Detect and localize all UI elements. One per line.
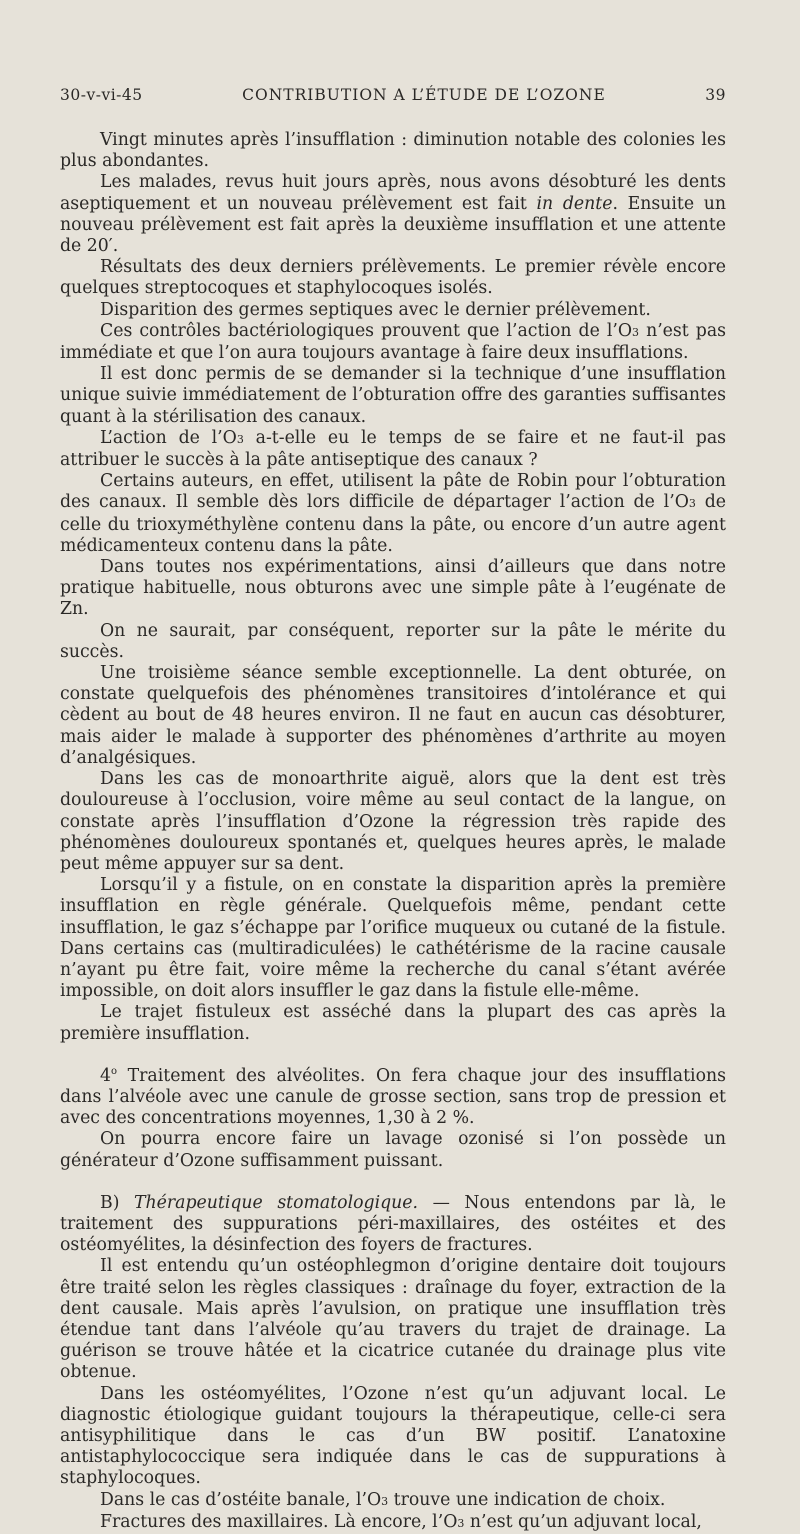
paragraph-6: Il est donc permis de se demander si la technique d’une insufflation unique suivie immédiatement de l’obturation offre des garanties suffisantes quant à la stérilisation des canaux.	[60, 364, 726, 427]
paragraph-8: Certains auteurs, en effet, utilisent la pâte de Robin pour l’obturation des canaux. Il semble dès lors difficile de départager l’action de l’O3 de celle du trioxyméthylène contenu dans la pâte, ou encore d’un autre agent médicamenteux contenu dans la pâte.	[60, 471, 726, 556]
section-heading: Thérapeutique stomatologique.	[134, 1192, 419, 1213]
paragraph-16: On pourra encore faire un lavage ozonisé si l’on possède un générateur d’Ozone suffisamment puissant.	[60, 1129, 726, 1171]
paragraph-21: Fractures des maxillaires. Là encore, l’O3 n’est qu’un adjuvant local,	[100, 1511, 702, 1532]
running-header	[60, 86, 726, 104]
paragraph-5: Ces contrôles bactériologiques prouvent que l’action de l’O3 n’est pas immédiate et que l’on aura toujours avantage à faire deux insufflations.	[60, 320, 726, 364]
paragraph-11: Une troisième séance semble exceptionnelle. La dent obturée, on constate quelquefois des phénomènes transitoires d’intolérance et qui cèdent au bout de 48 heures environ. Il ne faut en aucun cas désobturer, mais aider le malade à supporter des phénomènes d’arthrite au moyen d’analgésiques.	[60, 663, 726, 768]
paragraph-2: Les malades, revus huit jours après, nous avons désobturé les dents aseptiquement et un nouveau prélèvement est fait in dente. Ensuite un nouveau prélèvement est fait après la deuxième insufflation et une attente de 20′.	[60, 172, 727, 257]
paragraph-1: Vingt minutes après l’insufflation : diminution notable des colonies les plus abondantes.	[60, 130, 726, 172]
page-number: 39	[705, 86, 726, 104]
header-date: 30-v-vi-45	[60, 86, 143, 104]
italic-term: in dente	[536, 193, 613, 214]
header-title: CONTRIBUTION A L’ÉTUDE DE L’OZONE	[242, 86, 606, 104]
paragraph-19: Dans les ostéomyélites, l’Ozone n’est qu’un adjuvant local. Le diagnostic étiologique guidant toujours la thérapeutique, celle-ci sera antisyphilitique dans le cas d’un BW positif. L’anatoxine antistaphylococcique sera indiquée dans le cas de suppurations à staphylocoques.	[60, 1383, 726, 1489]
paragraph-15: 4$^o$ Traitement des alvéolites. On fera chaque jour des insufflations dans l’alvéole avec une canule de grosse section, sans trop de pression et avec des concentrations moyennes, 1,30 à 2 %.	[60, 1065, 726, 1129]
paragraph-14: Le trajet fistuleux est asséché dans la plupart des cas après la première insufflation.	[60, 1002, 726, 1044]
paragraph-3: Résultats des deux derniers prélèvements. Le premier révèle encore quelques streptocoques et staphylocoques isolés.	[60, 257, 726, 299]
paragraph-7: L’action de l’O3 a-t-elle eu le temps de se faire et ne faut-il pas attribuer le succès à la pâte antiseptique des canaux ?	[60, 427, 726, 471]
paragraph-10: On ne saurait, par conséquent, reporter sur la pâte le mérite du succès.	[60, 620, 726, 662]
body-text	[60, 130, 726, 1534]
paragraph-9: Dans toutes nos expérimentations, ainsi d’ailleurs que dans notre pratique habituelle, nous obturons avec une simple pâte à l’eugénate de Zn.	[60, 557, 726, 620]
paragraph-12: Dans les cas de monoarthrite aiguë, alors que la dent est très douloureuse à l’occlusion, voire même au seul contact de la langue, on constate après l’insufflation d’Ozone la régression très rapide des phénomènes douloureux spontanés et, quelques heures après, le malade peut même appuyer sur sa dent.	[60, 769, 726, 874]
paragraph-17: B) Thérapeutique stomatologique. — Nous entendons par là, le traitement des suppurations péri-maxillaires, des ostéites et des ostéomyélites, la désinfection des foyers de fractures.	[60, 1192, 726, 1256]
paragraph-13: Lorsqu’il y a fistule, on en constate la disparition après la première insufflation en règle générale. Quelquefois même, pendant cette insufflation, le gaz s’échappe par l’orifice muqueux ou cutané de la fistule. Dans certains cas (multiradiculées) le cathétérisme de la racine causale n’ayant pu être fait, voire même la recherche du canal s’étant avérée impossible, on doit alors insuffler le gaz dans la fistule elle-même.	[60, 875, 726, 1002]
paragraph-4: Disparition des germes septiques avec le dernier prélèvement.	[100, 299, 651, 320]
paragraph-18: Il est entendu qu’un ostéophlegmon d’origine dentaire doit toujours être traité selon les règles classiques : draînage du foyer, extraction de la dent causale. Mais après l’avulsion, on pratique une insufflation très étendue tant dans l’alvéole qu’au travers du trajet de drainage. La guérison se trouve hâtée et la cicatrice cutanée du drainage plus vite obtenue.	[60, 1256, 726, 1383]
paragraph-20: Dans le cas d’ostéite banale, l’O3 trouve une indication de choix.	[100, 1489, 666, 1510]
